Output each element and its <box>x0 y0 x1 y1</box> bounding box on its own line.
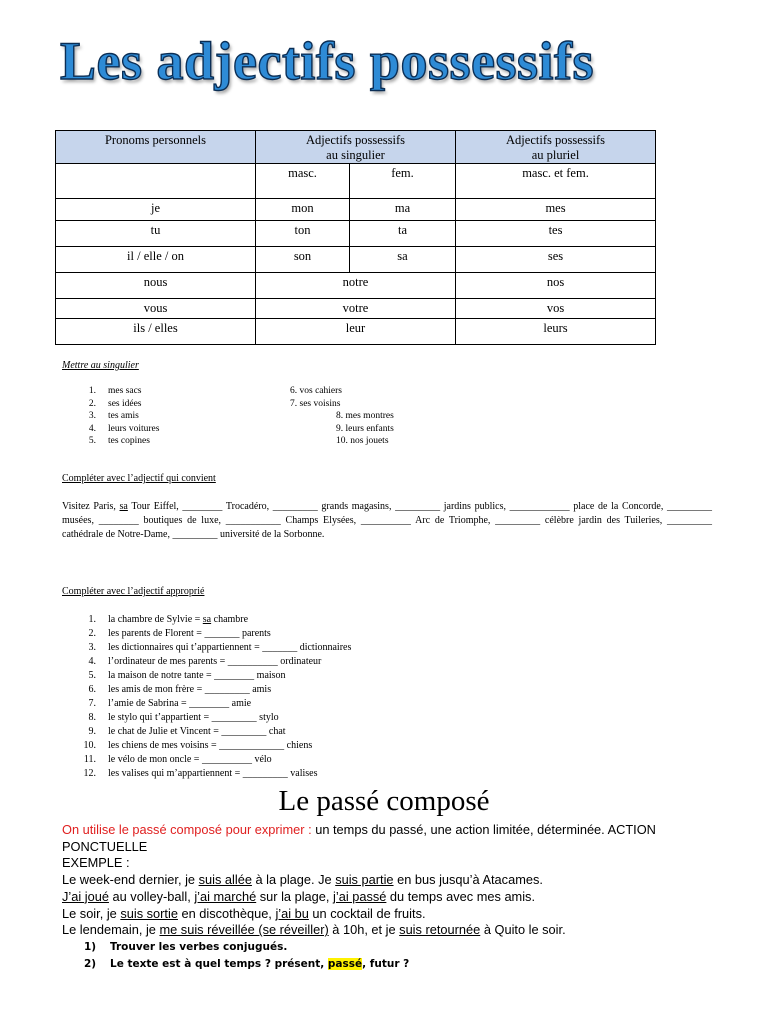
exercise-1-title: Mettre au singulier <box>62 360 139 371</box>
table-row <box>56 221 656 247</box>
fem-cell: sa <box>350 247 456 273</box>
list-item: 12. les valises qui m’appartiennent = _________ valises <box>83 768 318 779</box>
singular-cell: leur <box>256 319 456 345</box>
list-item: 2. ses idées <box>88 398 142 409</box>
exercise-1-item-6: 6. vos cahiers <box>290 386 342 396</box>
example-label: EXEMPLE : <box>62 855 130 871</box>
table-row <box>56 273 656 299</box>
table-header-row <box>56 131 656 164</box>
subheader-fem: fem. <box>350 164 456 199</box>
passe-compose-text <box>62 822 742 939</box>
list-item: 2. les parents de Florent = _______ parents <box>88 628 271 639</box>
plural-cell: mes <box>456 199 656 221</box>
table-row <box>56 199 656 221</box>
intro-line: On utilise le passé composé pour exprimer : un temps du passé, une action limitée, déterminée. ACTION PONCTUELLE <box>62 822 656 854</box>
list-item: 5. tes copines <box>88 436 150 446</box>
section-title-passe-compose: Le passé composé <box>278 785 490 817</box>
header-pronouns: Pronoms personnels <box>56 131 256 164</box>
pronoun-cell: nous <box>56 273 256 299</box>
exercise-1-item-7: 7. ses voisins <box>290 398 341 409</box>
singular-cell: notre <box>256 273 456 299</box>
example-line-2: J’ai joué au volley-ball, j’ai marché sur la plage, j’ai passé du temps avec mes amis. <box>62 888 536 904</box>
exercise-3-title: Compléter avec l’adjectif approprié <box>62 586 205 597</box>
exercise-2-title: Compléter avec l’adjectif qui convient <box>62 473 216 484</box>
example-line-1: Le week-end dernier, je suis allée à la plage. Je suis partie en bus jusqu’à Atacames. <box>62 872 543 888</box>
masc-cell: mon <box>256 199 350 221</box>
exercise-2-text: Visitez Paris, sa Tour Eiffel, ________ Trocadéro, _________ grands magasins, _________ jardins publics, ____________ place de la Concorde, _________ musées, ________ boutiques de luxe, ___________ Champs Elysées, __________ Arc de Triomphe, _________ célèbre jardin des Tuileries, _________ cathédrale de Notre-Dame, _________ université de la Sorbonne. <box>62 501 712 540</box>
fem-cell: ta <box>350 221 456 247</box>
table-subheader-row <box>56 164 656 199</box>
masc-cell: ton <box>256 221 350 247</box>
list-item: 8. le stylo qui t’appartient = _________ stylo <box>88 712 279 723</box>
highlighted-answer: passé <box>327 958 363 970</box>
exercise-1-item-10: 10. nos jouets <box>336 436 389 446</box>
intro-red-text: On utilise le passé composé pour exprimer : <box>62 822 312 837</box>
singular-cell: votre <box>256 299 456 319</box>
plural-cell: ses <box>456 247 656 273</box>
list-item: 11. le vélo de mon oncle = __________ vélo <box>83 754 272 765</box>
subheader-masc-fem: masc. et fem. <box>456 164 656 199</box>
exercise-3-list <box>82 613 351 781</box>
exercise-1-list-left <box>82 385 159 448</box>
plural-cell: tes <box>456 221 656 247</box>
subheader-masc: masc. <box>256 164 350 199</box>
exercise-1-item-8: 8. mes montres <box>336 411 394 421</box>
fem-cell: ma <box>350 199 456 221</box>
plural-cell: nos <box>456 273 656 299</box>
list-item: 4. leurs voitures <box>88 423 160 434</box>
question-2: 2) Le texte est à quel temps ? présent, passé, futur ? <box>84 958 410 970</box>
table-row <box>56 319 656 345</box>
table-row <box>56 299 656 319</box>
page-title: Les adjectifs possessifs <box>60 31 594 91</box>
pronoun-cell: vous <box>56 299 256 319</box>
question-1: 1) Trouver les verbes conjugués. <box>84 941 288 953</box>
header-singular: Adjectifs possessifs au singulier <box>256 131 456 164</box>
exercise-1-item-9: 9. leurs enfants <box>336 423 394 434</box>
plural-cell: leurs <box>456 319 656 345</box>
masc-cell: son <box>256 247 350 273</box>
list-item: 3. tes amis <box>88 411 139 421</box>
pronoun-cell: ils / elles <box>56 319 256 345</box>
example-line-3: Le soir, je suis sortie en discothèque, j’ai bu un cocktail de fruits. <box>62 905 426 921</box>
list-item: 10. les chiens de mes voisins = _____________ chiens <box>83 740 313 751</box>
plural-cell: vos <box>456 299 656 319</box>
list-item: 6. les amis de mon frère = _________ amis <box>88 684 272 695</box>
list-item: 1. mes sacs <box>88 386 142 396</box>
possessive-adjectives-table <box>55 130 656 345</box>
table-row <box>56 247 656 273</box>
example-line-4: Le lendemain, je me suis réveillée (se réveiller) à 10h, et je suis retournée à Quito le soir. <box>62 922 566 938</box>
list-item: 3. les dictionnaires qui t’appartiennent = _______ dictionnaires <box>88 642 352 653</box>
pronoun-cell: tu <box>56 221 256 247</box>
questions-list <box>84 939 409 973</box>
list-item: 9. le chat de Julie et Vincent = _________ chat <box>88 726 286 737</box>
pronoun-cell: je <box>56 199 256 221</box>
list-item: 5. la maison de notre tante = ________ maison <box>88 670 286 681</box>
list-item: 1. la chambre de Sylvie = sa chambre <box>88 614 249 625</box>
header-plural: Adjectifs possessifs au pluriel <box>456 131 656 164</box>
pronoun-cell: il / elle / on <box>56 247 256 273</box>
list-item: 4. l’ordinateur de mes parents = __________ ordinateur <box>88 656 322 667</box>
list-item: 7. l’amie de Sabrina = ________ amie <box>88 698 252 709</box>
